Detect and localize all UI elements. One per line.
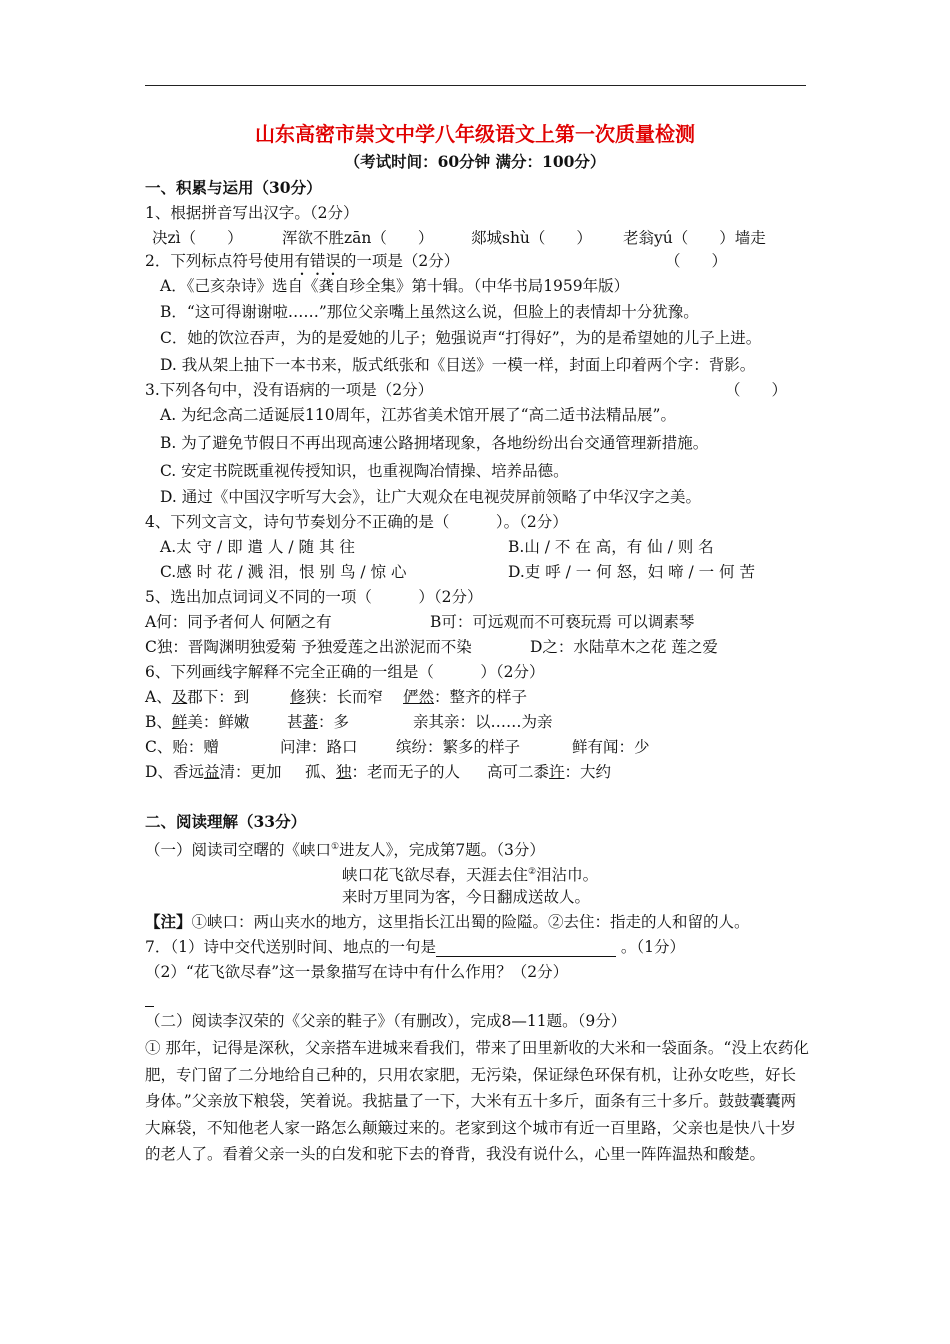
- q2-stem: 2．下列标点符号使用有错误的一项是（2分）: [145, 252, 460, 270]
- q5-option-d: D之：水陆草木之花 莲之爱: [530, 638, 718, 656]
- exam-subtitle: （考试时间：60分钟 满分：100分）: [344, 152, 606, 171]
- section2-heading: 二、阅读理解（33分）: [145, 812, 307, 831]
- poem-line-2: 来时万里同为客，今日翻成送故人。: [342, 888, 591, 906]
- q4-stem: 4、下列文言文，诗句节奏划分不正确的是（ ）。（2分）: [145, 513, 568, 531]
- q4-option-d: D.吏 呼 / 一 何 怒，妇 啼 / 一 何 苦: [508, 563, 756, 581]
- q2-option-c: C．她的饮泣吞声，为的是爱她的儿子；勉强说声“打得好”，为的是希望她的儿子上进。: [160, 329, 762, 347]
- q3-option-c: C. 安定书院既重视传授知识，也重视陶冶情操、培养品德。: [160, 462, 569, 480]
- q2-option-b: B．“这可得谢谢啦……”那位父亲嘴上虽然这么说，但脸上的表情却十分犹豫。: [160, 303, 699, 321]
- q1-stem: 1、根据拼音写出汉字。（2分）: [145, 204, 359, 222]
- q6-option-b: B、鲜美：鲜嫩: [145, 713, 250, 731]
- q7-part2: （2）“花飞欲尽春”这一景象描写在诗中有什么作用？（2分）: [145, 963, 569, 981]
- q3-paren: （ ）: [725, 381, 788, 399]
- q6-option-c-3: 缤纷：繁多的样子: [396, 738, 521, 756]
- q5-option-c: C独：晋陶渊明独爱菊 予独爱莲之出淤泥而不染: [145, 638, 472, 656]
- q5-option-a: A何：同予者何人 何陋之有: [145, 613, 332, 631]
- q7-answer-blank[interactable]: [436, 940, 616, 957]
- q6-option-b-3: 亲其亲：以……为亲: [413, 713, 553, 731]
- q4-option-b: B.山 / 不 在 高，有 仙 / 则 名: [508, 538, 714, 556]
- q6-option-a: A、及郡下：到: [145, 688, 250, 706]
- q1-item-4: 老翁yú（ ）墙走: [623, 229, 766, 247]
- q6-option-d: D、香远益清：更加: [145, 763, 282, 781]
- q6-option-d-2: 孤、独：老而无子的人: [305, 763, 461, 781]
- q6-option-c-2: 问津：路口: [280, 738, 358, 756]
- q6-option-a-3: 俨然：整齐的样子: [403, 688, 528, 706]
- passage-paragraph-1: ① 那年，记得是深秋，父亲搭车进城来看我们，带来了田里新收的大米和一袋面条。“没上农药化肥，专门留了二分地给自己种的，只用农家肥，无污染，保证绿色环保有机，让孙女吃些，好长身体。”父亲放下粮袋，笑着说。我掂量了一下，大米有五十多斤，面条有三十多斤。鼓鼓囊囊两大麻袋，不知他老人家一路怎么颠簸过来的。老家到这个城市有近一百里路，父亲也是快八十岁的老人了。看着父亲一头的白发和驼下去的脊背，我没有说什么，心里一阵阵温热和酸楚。: [145, 1039, 809, 1163]
- top-rule: [145, 85, 806, 86]
- section1-heading: 一、积累与运用（30分）: [145, 178, 322, 197]
- part2-intro: （二）阅读李汉荣的《父亲的鞋子》（有删改），完成8—11题。（9分）: [145, 1012, 627, 1030]
- q3-option-d: D. 通过《中国汉字听写大会》，让广大观众在电视荧屏前领略了中华汉字之美。: [160, 488, 701, 506]
- q2-emphasis: 有错误: [294, 252, 341, 270]
- q5-stem: 5、选出加点词词义不同的一项（ ）（2分）: [145, 588, 483, 606]
- q7-part2-answer[interactable]: [145, 987, 154, 1007]
- q6-option-d-3: 高可二黍许：大约: [487, 763, 612, 781]
- q1-item-1: 决zì（ ）: [152, 229, 243, 247]
- q1-item-2: 浑欲不胜zān（ ）: [282, 229, 434, 247]
- poem-note: 【注】①峡口：两山夹水的地方，这里指长江出蜀的险隘。②去住：指走的人和留的人。: [145, 912, 750, 931]
- q3-option-a: A. 为纪念高二适诞辰110周年，江苏省美术馆开展了“高二适书法精品展”。: [160, 406, 676, 424]
- poem-line-1: 峡口花飞欲尽春，天涯去住②泪沾巾。: [342, 866, 599, 885]
- q6-option-a-2: 修狭：长而窄: [290, 688, 384, 706]
- q3-option-b: B. 为了避免节假日不再出现高速公路拥堵现象，各地纷纷出台交通管理新措施。: [160, 434, 709, 452]
- q1-item-3: 郯城shù（ ）: [471, 229, 592, 247]
- q4-option-c: C.感 时 花 / 溅 泪，恨 别 鸟 / 惊 心: [160, 563, 407, 581]
- q3-stem: 3.下列各句中，没有语病的一项是（2分）: [145, 381, 434, 399]
- q6-option-b-2: 甚蕃：多: [287, 713, 350, 731]
- q5-option-b: B可：可远观而不可亵玩焉 可以调素琴: [430, 613, 695, 631]
- part1-intro: （一）阅读司空曙的《峡口①进友人》，完成第7题。（3分）: [145, 841, 545, 860]
- q6-option-c: C、贻：赠: [145, 738, 219, 756]
- q2-option-d: D. 我从架上抽下一本书来，版式纸张和《目送》一模一样，封面上印着两个字：背影。: [160, 356, 756, 374]
- exam-title: 山东高密市崇文中学八年级语文上第一次质量检测: [255, 122, 695, 146]
- q2-option-a: A．《己亥杂诗》选自《龚自珍全集》第十辑。（中华书局1959年版）: [160, 277, 630, 295]
- q2-paren: （ ）: [665, 252, 728, 270]
- q7-part1: 7．（1）诗中交代送别时间、地点的一句是 。（1分）: [145, 938, 686, 956]
- q4-option-a: A.太 守 / 即 遣 人 / 随 其 往: [160, 538, 355, 556]
- q6-option-c-4: 鲜有闻：少: [572, 738, 650, 756]
- q6-stem: 6、下列画线字解释不完全正确的一组是（ ）（2分）: [145, 663, 545, 681]
